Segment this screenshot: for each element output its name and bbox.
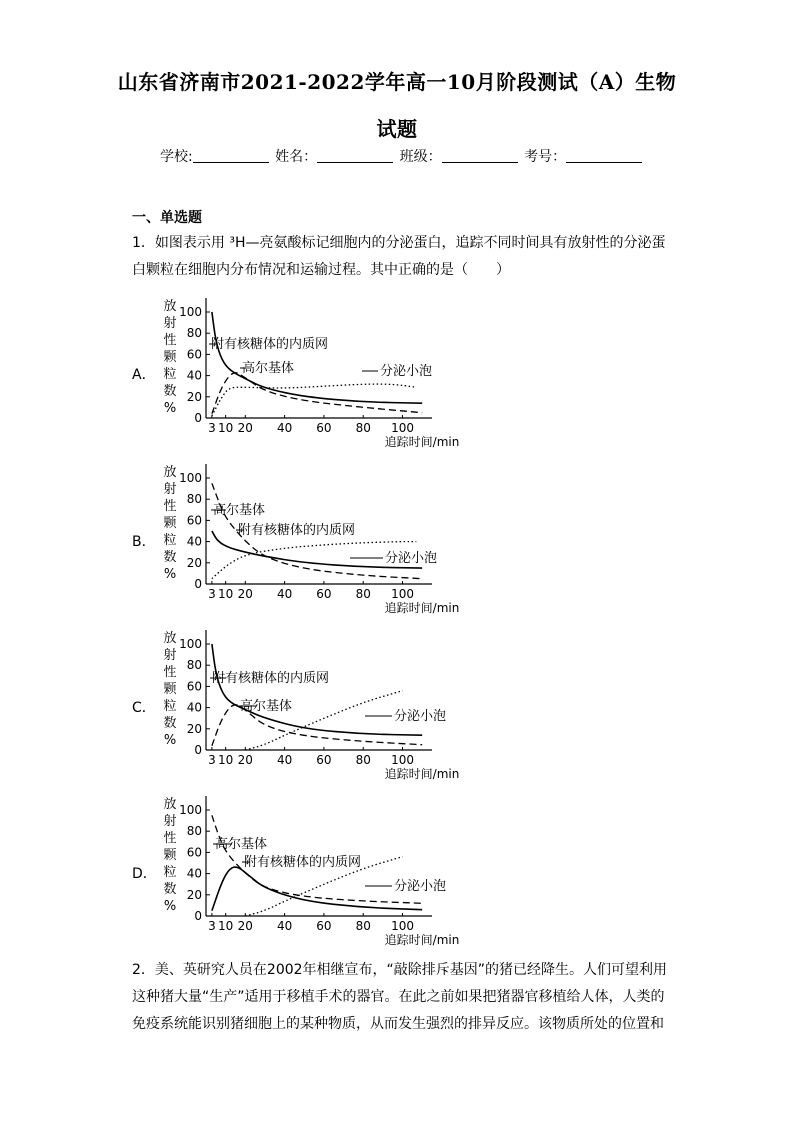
x-tick-label: 40 <box>276 587 293 601</box>
name-label: 姓名： <box>275 149 318 165</box>
y-axis-label-char: 性 <box>163 499 177 514</box>
y-tick-label: 20 <box>186 721 202 736</box>
question-2-line: 2．美、英研究人员在2002年相继宣布，“敲除排斥基因”的猪已经降生。人们可望利用 <box>132 962 668 978</box>
y-axis-label-char: 性 <box>163 665 177 680</box>
id-blank <box>566 148 642 163</box>
series-label: 附有核糖体的内质网 <box>212 671 330 686</box>
x-tick-label: 10 <box>218 919 234 933</box>
x-tick-label: 3 <box>208 421 216 435</box>
y-axis-label-char: 数 <box>163 716 177 731</box>
x-tick-label: 40 <box>276 753 293 767</box>
name-blank <box>317 148 393 163</box>
x-tick-label: 20 <box>237 919 253 933</box>
y-axis-label-char: % <box>163 567 177 582</box>
x-tick-label: 20 <box>237 587 253 601</box>
y-tick-label: 80 <box>186 824 202 839</box>
y-tick-label: 0 <box>194 411 202 425</box>
x-tick-label: 80 <box>355 421 371 435</box>
y-axis-label-char: % <box>163 733 177 748</box>
y-axis-label-char: 放 <box>163 797 177 812</box>
y-axis-label-char: 粒 <box>163 533 177 548</box>
series-label: 高尔基体 <box>213 503 266 518</box>
x-tick-label: 100 <box>391 587 414 601</box>
x-tick-label: 20 <box>237 753 253 767</box>
x-axis-label: 追踪时间/min <box>384 767 460 781</box>
y-axis-label-char: % <box>163 899 177 914</box>
y-axis-label-char: 数 <box>163 550 177 565</box>
series-label: 高尔基体 <box>242 361 295 376</box>
id-label: 考号： <box>524 149 567 165</box>
x-tick-label: 40 <box>276 421 293 435</box>
y-axis-label-char: 粒 <box>163 865 177 880</box>
series-label: 分泌小泡 <box>394 879 447 894</box>
y-tick-label: 100 <box>179 471 202 485</box>
series-line <box>212 312 422 403</box>
y-axis-label-char: 颗 <box>163 350 177 365</box>
x-tick-label: 3 <box>208 919 216 933</box>
class-blank <box>442 148 518 163</box>
y-axis-label-char: 颗 <box>163 682 177 697</box>
x-tick-label: 20 <box>237 421 253 435</box>
exam-title-continued: 试题 <box>376 117 418 141</box>
series-label: 分泌小泡 <box>380 364 433 379</box>
y-axis-label-char: 射 <box>163 648 177 663</box>
x-tick-label: 80 <box>355 753 371 767</box>
x-tick-label: 10 <box>218 421 234 435</box>
y-axis-label-char: 颗 <box>163 848 177 863</box>
exam-title: 山东省济南市2021-2022学年高一10月阶段测试（A）生物 <box>117 70 677 94</box>
y-axis-label-char: 性 <box>163 333 177 348</box>
series-label: 高尔基体 <box>215 837 268 852</box>
y-axis-label-char: 数 <box>163 384 177 399</box>
y-tick-label: 100 <box>179 305 202 319</box>
option-b-label: B． <box>132 534 156 550</box>
question-1-line: 1．如图表示用 ³H—亮氨酸标记细胞内的分泌蛋白，追踪不同时间具有放射性的分泌蛋 <box>132 235 666 251</box>
y-tick-label: 0 <box>194 909 202 923</box>
y-tick-label: 20 <box>186 887 202 902</box>
x-tick-label: 100 <box>391 919 414 933</box>
series-line <box>212 384 416 416</box>
series-label: 分泌小泡 <box>394 709 447 724</box>
y-tick-label: 0 <box>194 577 202 591</box>
y-tick-label: 60 <box>186 845 202 860</box>
y-tick-label: 20 <box>186 555 202 570</box>
y-axis-label-char: 射 <box>163 316 177 331</box>
x-tick-label: 80 <box>355 919 371 933</box>
series-label: 高尔基体 <box>240 699 293 714</box>
series-line <box>212 867 422 911</box>
y-axis-label-char: 射 <box>163 814 177 829</box>
series-label: 分泌小泡 <box>385 551 438 566</box>
x-tick-label: 100 <box>391 753 414 767</box>
x-tick-label: 3 <box>208 587 216 601</box>
y-tick-label: 80 <box>186 658 202 673</box>
y-tick-label: 60 <box>186 679 202 694</box>
student-info-line <box>160 146 644 166</box>
question-2 <box>132 957 668 1038</box>
y-tick-label: 40 <box>186 534 202 549</box>
series-label: 附有核糖体的内质网 <box>244 855 362 870</box>
y-tick-label: 60 <box>186 513 202 528</box>
y-axis-label-char: 放 <box>163 299 177 314</box>
x-axis-label: 追踪时间/min <box>384 601 460 615</box>
y-tick-label: 40 <box>186 700 202 715</box>
y-axis-label-char: 颗 <box>163 516 177 531</box>
chart-option-c <box>150 628 460 783</box>
x-tick-label: 60 <box>316 919 332 933</box>
question-1 <box>132 230 668 284</box>
series-label: 附有核糖体的内质网 <box>211 337 329 352</box>
y-tick-label: 60 <box>186 347 202 362</box>
section-heading: 一、单选题 <box>132 210 202 226</box>
chart-option-d <box>150 794 460 949</box>
y-axis-label-char: 放 <box>163 631 177 646</box>
x-tick-label: 80 <box>355 587 371 601</box>
option-d-label: D． <box>132 866 157 882</box>
chart-option-a <box>150 296 460 451</box>
x-axis-label: 追踪时间/min <box>384 933 460 947</box>
question-2-line: 这种猪大量“生产”适用于移植手术的器官。在此之前如果把猪器官移植给人体，人类的 <box>132 989 665 1005</box>
question-2-line: 免疫系统能识别猪细胞上的某种物质，从而发生强烈的排异反应。该物质所处的位置和 <box>132 1016 664 1032</box>
x-tick-label: 10 <box>218 587 234 601</box>
y-axis-label-char: 粒 <box>163 699 177 714</box>
y-axis-label-char: 粒 <box>163 367 177 382</box>
y-tick-label: 20 <box>186 389 202 404</box>
x-tick-label: 60 <box>316 587 332 601</box>
question-1-line: 白颗粒在细胞内分布情况和运输过程。其中正确的是（ ） <box>132 262 510 278</box>
y-axis-label-char: 放 <box>163 465 177 480</box>
x-tick-label: 10 <box>218 753 234 767</box>
y-tick-label: 100 <box>179 637 202 651</box>
y-tick-label: 80 <box>186 326 202 341</box>
class-label: 班级： <box>399 149 442 165</box>
y-axis-label-char: 性 <box>163 831 177 846</box>
x-tick-label: 3 <box>208 753 216 767</box>
x-tick-label: 40 <box>276 919 293 933</box>
x-axis-label: 追踪时间/min <box>384 435 460 449</box>
y-tick-label: 40 <box>186 866 202 881</box>
y-tick-label: 40 <box>186 368 202 383</box>
y-tick-label: 80 <box>186 492 202 507</box>
y-axis-label-char: 数 <box>163 882 177 897</box>
x-tick-label: 100 <box>391 421 414 435</box>
x-tick-label: 60 <box>316 753 332 767</box>
school-blank <box>193 148 269 163</box>
y-axis-label-char: % <box>163 401 177 416</box>
x-tick-label: 60 <box>316 421 332 435</box>
y-tick-label: 100 <box>179 803 202 817</box>
option-a-label: A． <box>132 367 156 383</box>
option-c-label: C． <box>132 700 156 716</box>
y-axis-label-char: 射 <box>163 482 177 497</box>
school-label: 学校: <box>160 149 193 165</box>
chart-option-b <box>150 462 460 617</box>
series-label: 附有核糖体的内质网 <box>238 523 356 538</box>
y-tick-label: 0 <box>194 743 202 757</box>
